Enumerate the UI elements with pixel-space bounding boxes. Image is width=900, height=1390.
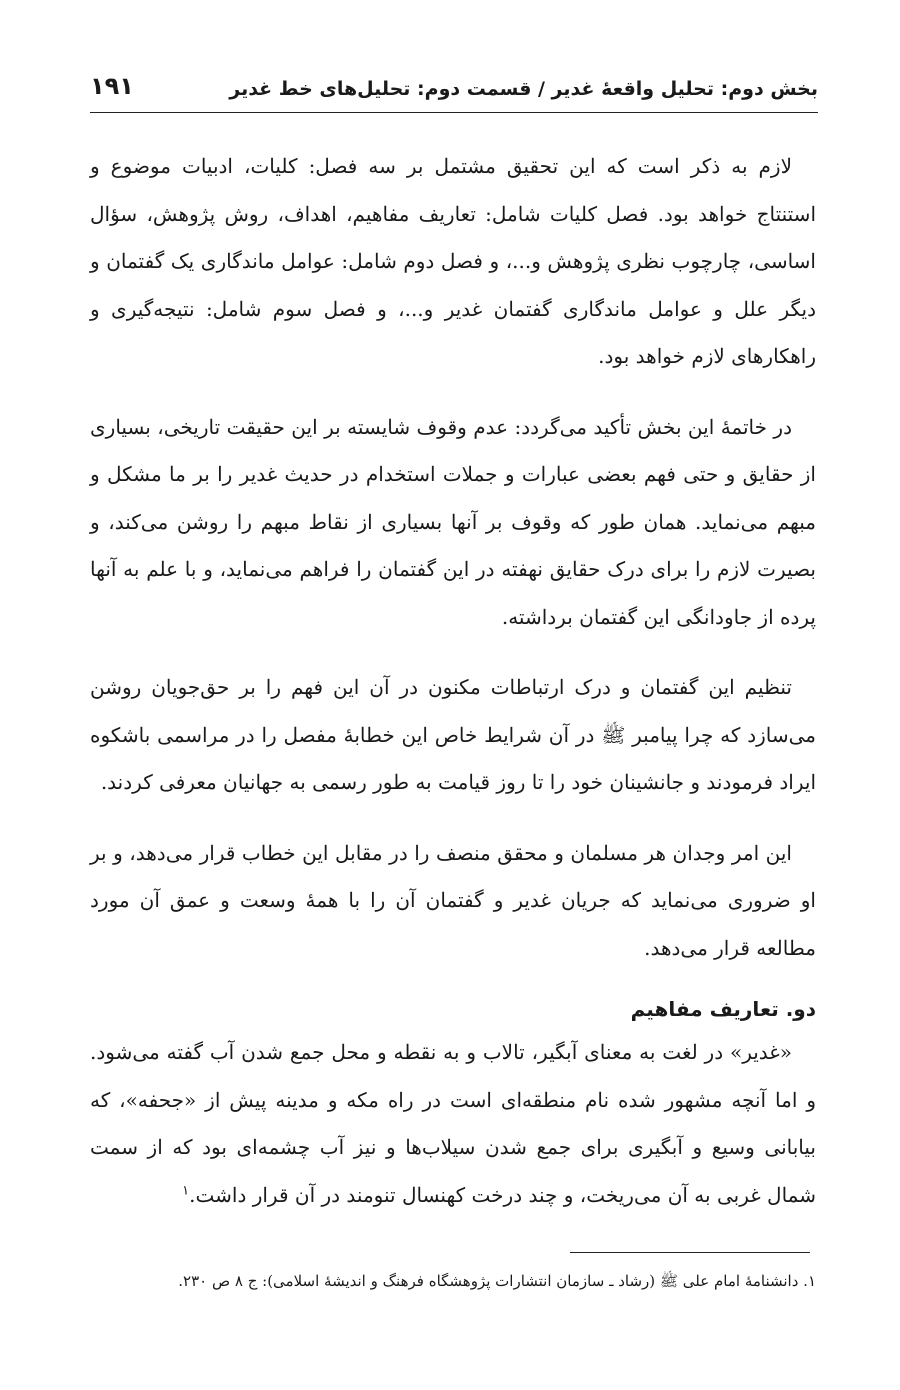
paragraph-5 <box>90 1029 816 1219</box>
paragraph-1: لازم به ذکر است که این تحقیق مشتمل بر سه فصل: کلیات، ادبیات موضوع و استنتاج خواهد بود. فصل کلیات شامل: تعاریف مفاهیم، اهداف، روش پژوهش، سؤال اساسی، چارچوب نظری پژوهش و...، و فصل دوم شامل: عوامل ماندگاری یک گفتمان و دیگر علل و عوامل ماندگاری گفتمان غدیر و...، و فصل سوم شامل: نتیجه‌گیری و راهکارهای لازم خواهد بود. <box>90 154 816 368</box>
body-text <box>90 143 816 1242</box>
footnote: ۱. دانشنامهٔ امام علی ﷺ (رشاد ـ سازمان انتشارات پژوهشگاه فرهنگ و اندیشهٔ اسلامی): ج ۸ ص ۲۳۰. <box>178 1272 816 1290</box>
paragraph-5-text: «غدیر» در لغت به معنای آبگیر، تالاب و به نقطه و محل جمع شدن آب گفته می‌شود. و اما آنچه مشهور شده نام منطقه‌ای است در راه مکه و مدینه پیش از «جحفه»، که بیابانی وسیع و آبگیری برای جمع شدن سیلاب‌ها و نیز آب چشمه‌ای بود که از سمت شمال غربی به آن می‌ریخت، و چند درخت کهنسال تنومند در آن قرار داشت. <box>90 1040 816 1207</box>
page-number: ۱۹۱ <box>90 72 134 100</box>
footnote-reference[interactable]: ۱ <box>182 1182 190 1198</box>
paragraph-4: این امر وجدان هر مسلمان و محقق منصف را در مقابل این خطاب قرار می‌دهد، و بر او ضروری می‌نماید که جریان غدیر و گفتمان آن را با همهٔ وسعت و عمق آن مورد مطالعه قرار می‌دهد. <box>90 840 816 960</box>
footnote-separator <box>570 1252 810 1253</box>
paragraph-2: در خاتمهٔ این بخش تأکید می‌گردد: عدم وقوف شایسته بر این حقیقت تاریخی، بسیاری از حقایق و حتی فهم بعضی عبارات و جملات استخدام در حدیث غدیر را بر ما مشکل و مبهم می‌نماید. همان طور که وقوف بر آنها بسیاری از نقاط مبهم را روشن می‌کند، و بصیرت لازم را برای درک حقایق نهفته در این گفتمان را فراهم می‌نماید، و با علم به آنها پرده از جاودانگی این گفتمان برداشته. <box>90 414 816 629</box>
running-head: بخش دوم: تحلیل واقعهٔ غدیر / قسمت دوم: تحلیل‌های خط غدیر <box>229 78 818 100</box>
paragraph-3: تنظیم این گفتمان و درک ارتباطات مکنون در آن این فهم را بر حق‌جویان روشن می‌سازد که چرا پیامبر ﷺ در آن شرایط خاص این خطابهٔ مفصل را در مراسمی باشکوه ایراد فرمودند و جانشینان خود را تا روز قیامت به طور رسمی به جهانیان معرفی کردند. <box>90 675 816 794</box>
page-header <box>90 68 818 113</box>
section-heading: دو. تعاریف مفاهیم <box>630 997 816 1021</box>
